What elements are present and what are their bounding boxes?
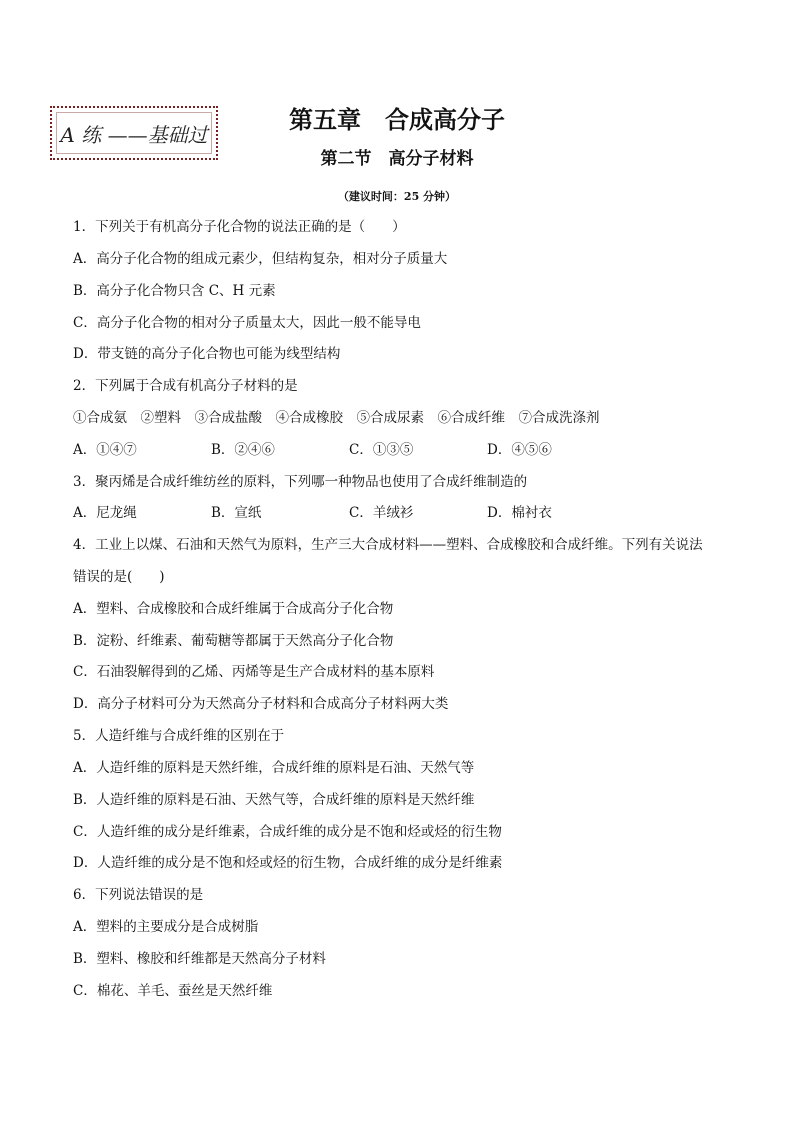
question-4-option-b: B．淀粉、纤维素、葡萄糖等都属于天然高分子化合物 [73,633,394,649]
question-3-stem: 3．聚丙烯是合成纤维纺丝的原料，下列哪一种物品也使用了合成纤维制造的 [73,474,528,490]
question-2-option-d: D．④⑤⑥ [487,442,552,458]
suggested-time: （建议时间：25 分钟） [337,190,457,203]
question-5-option-c: C．人造纤维的成分是纤维素，合成纤维的成分是不饱和烃或烃的衍生物 [73,824,502,840]
question-2-option-a: A．①④⑦ [73,442,137,458]
question-4-option-d: D．高分子材料可分为天然高分子材料和合成高分子材料两大类 [73,696,449,712]
question-1-option-b: B．高分子化合物只含 C、H 元素 [73,283,276,299]
question-1-option-d: D．带支链的高分子化合物也可能为线型结构 [73,346,341,362]
question-1-option-a: A．高分子化合物的组成元素少，但结构复杂，相对分子质量大 [73,251,448,267]
question-5-stem: 5．人造纤维与合成纤维的区别在于 [73,728,285,744]
question-5-option-a: A．人造纤维的原料是天然纤维，合成纤维的原料是石油、天然气等 [73,760,475,776]
badge-label: A 练 ——基础过 [56,112,212,154]
question-2-stem: 2．下列属于合成有机高分子材料的是 [73,378,298,394]
question-2-option-c: C．①③⑤ [349,442,414,458]
question-4-stem-line-1: 4．工业上以煤、石油和天然气为原料，生产三大合成材料——塑料、合成橡胶和合成纤维。下列有关说法 [73,537,703,553]
question-3-option-b: B．宣纸 [211,505,262,521]
section-title: 第二节 高分子材料 [320,149,474,169]
question-3-option-c: C．羊绒衫 [349,505,414,521]
question-4-option-c: C．石油裂解得到的乙烯、丙烯等是生产合成材料的基本原料 [73,664,435,680]
question-4-option-a: A．塑料、合成橡胶和合成纤维属于合成高分子化合物 [73,601,394,617]
question-2-option-b: B．②④⑥ [211,442,275,458]
question-6-option-c: C．棉花、羊毛、蚕丝是天然纤维 [73,983,273,999]
chapter-title: 第五章 合成高分子 [289,106,505,134]
question-1-option-c: C．高分子化合物的相对分子质量太大，因此一般不能导电 [73,315,421,331]
question-4-stem-line-2: 错误的是( ) [73,569,165,585]
question-6-option-b: B．塑料、橡胶和纤维都是天然高分子材料 [73,951,326,967]
question-1-stem: 1．下列关于有机高分子化合物的说法正确的是（ ） [73,219,406,235]
question-5-option-b: B．人造纤维的原料是石油、天然气等，合成纤维的原料是天然纤维 [73,792,475,808]
question-6-stem: 6．下列说法错误的是 [73,887,204,903]
question-3-option-a: A．尼龙绳 [73,505,137,521]
question-3-option-d: D．棉衬衣 [487,505,552,521]
question-2-options [73,440,733,460]
question-6-option-a: A．塑料的主要成分是合成树脂 [73,919,259,935]
question-5-option-d: D．人造纤维的成分是不饱和烃或烃的衍生物，合成纤维的成分是纤维素 [73,855,503,871]
question-3-options [73,503,733,523]
question-2-items: ①合成氨 ②塑料 ③合成盐酸 ④合成橡胶 ⑤合成尿素 ⑥合成纤维 ⑦合成洗涤剂 [73,410,600,426]
